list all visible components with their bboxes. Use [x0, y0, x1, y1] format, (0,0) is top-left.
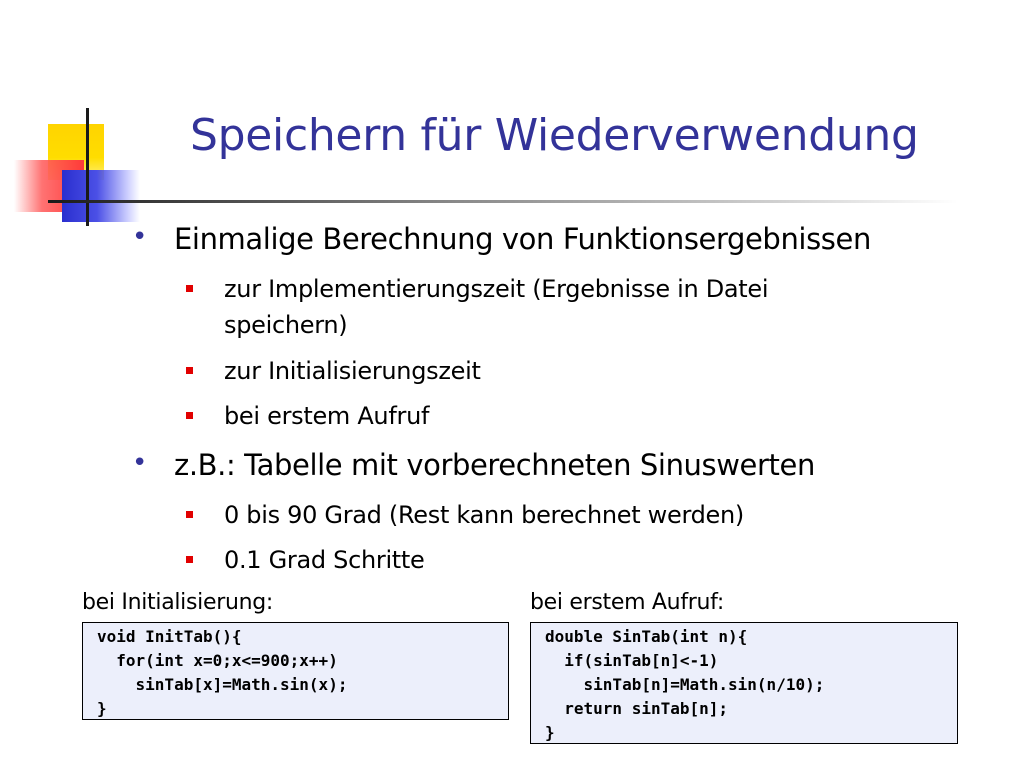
sub-bullet-text: zur Implementierungszeit (Ergebnisse in Datei [224, 275, 769, 303]
code-line: void InitTab(){ [97, 627, 242, 646]
red-square-bullet-icon [186, 285, 193, 292]
code-line: } [97, 699, 107, 718]
red-square-bullet-icon [186, 556, 193, 563]
code-line: for(int x=0;x<=900;x++) [97, 651, 338, 670]
logo-vertical-line [86, 108, 89, 226]
code-right-caption: bei erstem Aufruf: [530, 590, 724, 615]
code-line: sinTab[x]=Math.sin(x); [97, 675, 348, 694]
code-line: if(sinTab[n]<-1) [545, 651, 719, 670]
sub-bullet-text: 0.1 Grad Schritte [224, 546, 425, 574]
code-line: sinTab[n]=Math.sin(n/10); [545, 675, 825, 694]
code-left-caption: bei Initialisierung: [82, 590, 274, 615]
code-line: return sinTab[n]; [545, 699, 729, 718]
red-square-bullet-icon [186, 511, 193, 518]
bullet-text: Einmalige Berechnung von Funktionsergebnissen [174, 222, 871, 256]
title-underline [48, 200, 958, 203]
sub-bullet-text: bei erstem Aufruf [224, 402, 430, 430]
sub-bullet-text: zur Initialisierungszeit [224, 357, 481, 385]
bullet-dot-icon: • [132, 222, 147, 252]
slide-title: Speichern für Wiederverwendung [190, 110, 919, 161]
code-left-block [82, 622, 509, 720]
red-square-bullet-icon [186, 367, 193, 374]
bullet-dot-icon: • [132, 448, 147, 478]
code-line: double SinTab(int n){ [545, 627, 748, 646]
code-line: } [545, 723, 555, 742]
bullet-text: z.B.: Tabelle mit vorberechneten Sinuswerten [174, 448, 815, 482]
sub-bullet-text: speichern) [224, 311, 348, 339]
sub-bullet-text: 0 bis 90 Grad (Rest kann berechnet werden) [224, 501, 744, 529]
red-square-bullet-icon [186, 412, 193, 419]
logo-blue-square [62, 170, 140, 222]
slide-logo-decoration [0, 0, 160, 240]
code-right-block [530, 622, 958, 744]
